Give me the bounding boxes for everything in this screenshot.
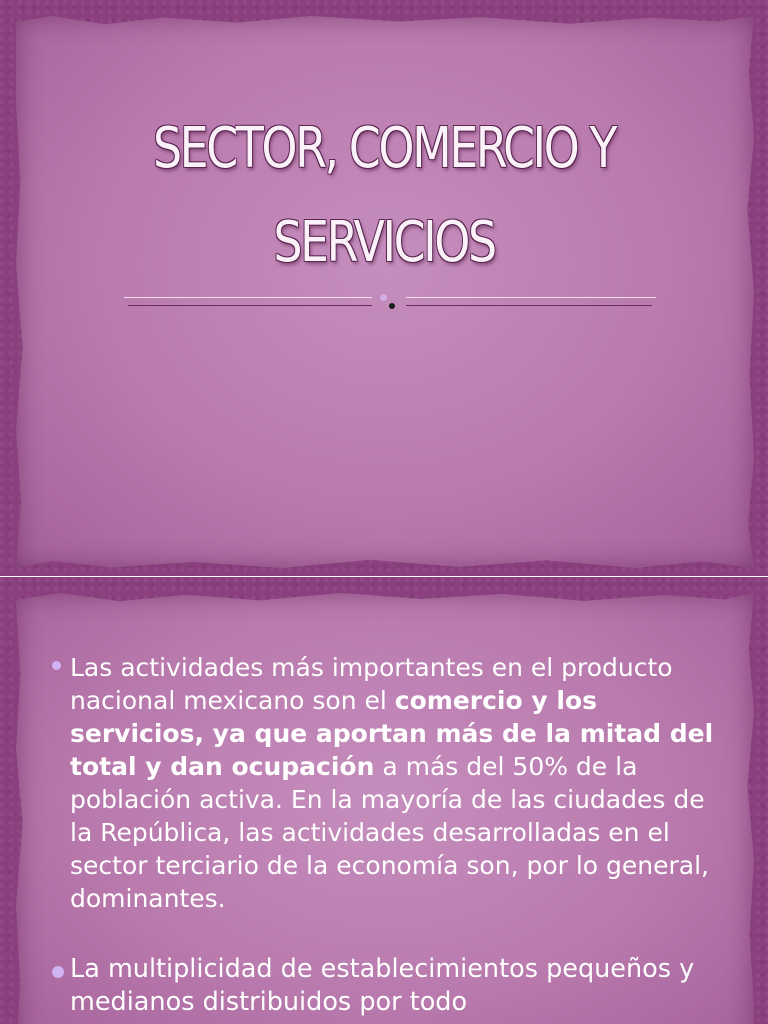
title-divider: [124, 290, 656, 314]
divider-line-left: [124, 297, 372, 298]
bullet-text: La multiplicidad de establecimientos pequeños y medianos distribuidos por todo: [70, 954, 695, 1017]
bullet-list: [52, 651, 732, 1024]
divider-line-right: [406, 297, 656, 298]
bullet-text-regular: Las actividades más importantes en el producto nacional mexicano son el: [70, 653, 673, 715]
bullet-dot-icon: [52, 661, 61, 670]
divider-ornament-dot-dark: [389, 303, 395, 309]
bullet-text: [70, 651, 732, 915]
divider-ornament-dot-light: [380, 294, 387, 301]
bullet-dot-icon: [52, 966, 64, 978]
divider-line-right-shadow: [406, 305, 652, 306]
title-line-1: SECTOR, COMERCIO Y: [152, 116, 616, 181]
list-item: [52, 953, 732, 1019]
bullet-text-bold: comercio y los servicios, ya que aportan más de la mitad del total y dan ocupación: [70, 686, 714, 781]
slide-title: [102, 102, 666, 290]
title-line-2: SERVICIOS: [273, 210, 495, 275]
content-slide: [0, 577, 768, 1024]
divider-line-left-shadow: [128, 305, 372, 306]
list-item: [52, 651, 732, 915]
bullet-text-regular-end: a más del 50% de la población activa. En la mayoría de las ciudades de la República, las actividades desarrolladas en el sector terciario de la economía son, por lo general, dominantes.: [70, 752, 710, 913]
